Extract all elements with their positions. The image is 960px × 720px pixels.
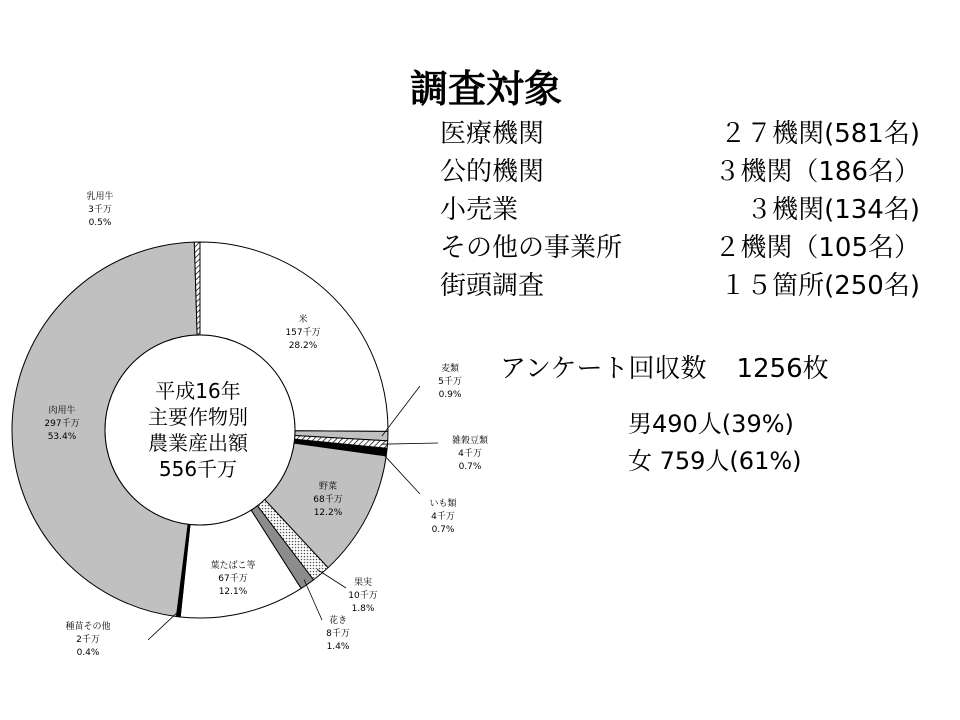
survey-row-label: 小売業 — [440, 195, 519, 225]
slice-label-麦類: 麦類 5千万 0.9% — [438, 364, 462, 400]
slice-label-花き: 花き 8千万 1.4% — [326, 616, 350, 652]
center-line-2: 主要作物別 — [148, 405, 248, 429]
survey-row-label: その他の事業所 — [440, 233, 623, 263]
survey-row-street — [440, 265, 920, 301]
leader-line-麦類 — [382, 386, 420, 436]
slice-label-種苗その他: 種苗その他 2千万 0.4% — [65, 622, 111, 658]
survey-row-label: 街頭調査 — [440, 271, 545, 301]
leader-line-いも類 — [381, 451, 420, 494]
leader-line-花き — [304, 579, 322, 620]
center-line-4: 556千万 — [158, 457, 238, 481]
donut-center-label — [105, 335, 295, 525]
survey-row-public — [440, 151, 920, 187]
female-count: 女 759人(61%) — [628, 447, 802, 475]
slice-label-野菜: 野菜 68千万 12.2% — [313, 482, 343, 518]
survey-row-retail — [440, 189, 920, 225]
survey-title: 調査対象 — [410, 67, 563, 111]
response-label: アンケート回収数 — [500, 354, 707, 384]
survey-row-label: 公的機関 — [440, 157, 545, 187]
survey-row-other-business — [440, 227, 920, 263]
survey-row-count: ２機関（105名） — [714, 233, 920, 263]
survey-row-count: ３機関(134名) — [746, 195, 920, 225]
slice-label-乳用牛: 乳用牛 3千万 0.5% — [86, 192, 114, 228]
slice-label-果実: 果実 10千万 1.8% — [348, 578, 378, 614]
response-count — [500, 348, 829, 385]
male-count: 男490人(39%) — [628, 410, 794, 438]
survey-row-count: １５箇所(250名) — [720, 271, 920, 301]
leader-line-雑穀豆類 — [381, 443, 438, 444]
leader-line-種苗その他 — [148, 611, 179, 640]
survey-row-count: ２７機関(581名) — [720, 119, 920, 149]
survey-row-medical — [440, 113, 920, 149]
slice-label-いも類: いも類 4千万 0.7% — [429, 499, 457, 535]
center-line-1: 平成16年 — [155, 379, 241, 403]
slice-label-米: 米 157千万 28.2% — [285, 315, 321, 351]
leader-line-果実 — [317, 569, 346, 588]
slice-label-雑穀豆類: 雑穀豆類 4千万 0.7% — [451, 436, 489, 472]
survey-row-count: ３機関（186名） — [714, 157, 920, 187]
center-line-3: 農業産出額 — [148, 431, 248, 455]
slice-label-肉用牛: 肉用牛 297千万 53.4% — [44, 406, 80, 442]
slice-label-葉たばこ等: 葉たばこ等 67千万 12.1% — [210, 561, 256, 597]
response-value: 1256枚 — [736, 354, 829, 384]
survey-row-label: 医療機関 — [440, 119, 545, 149]
